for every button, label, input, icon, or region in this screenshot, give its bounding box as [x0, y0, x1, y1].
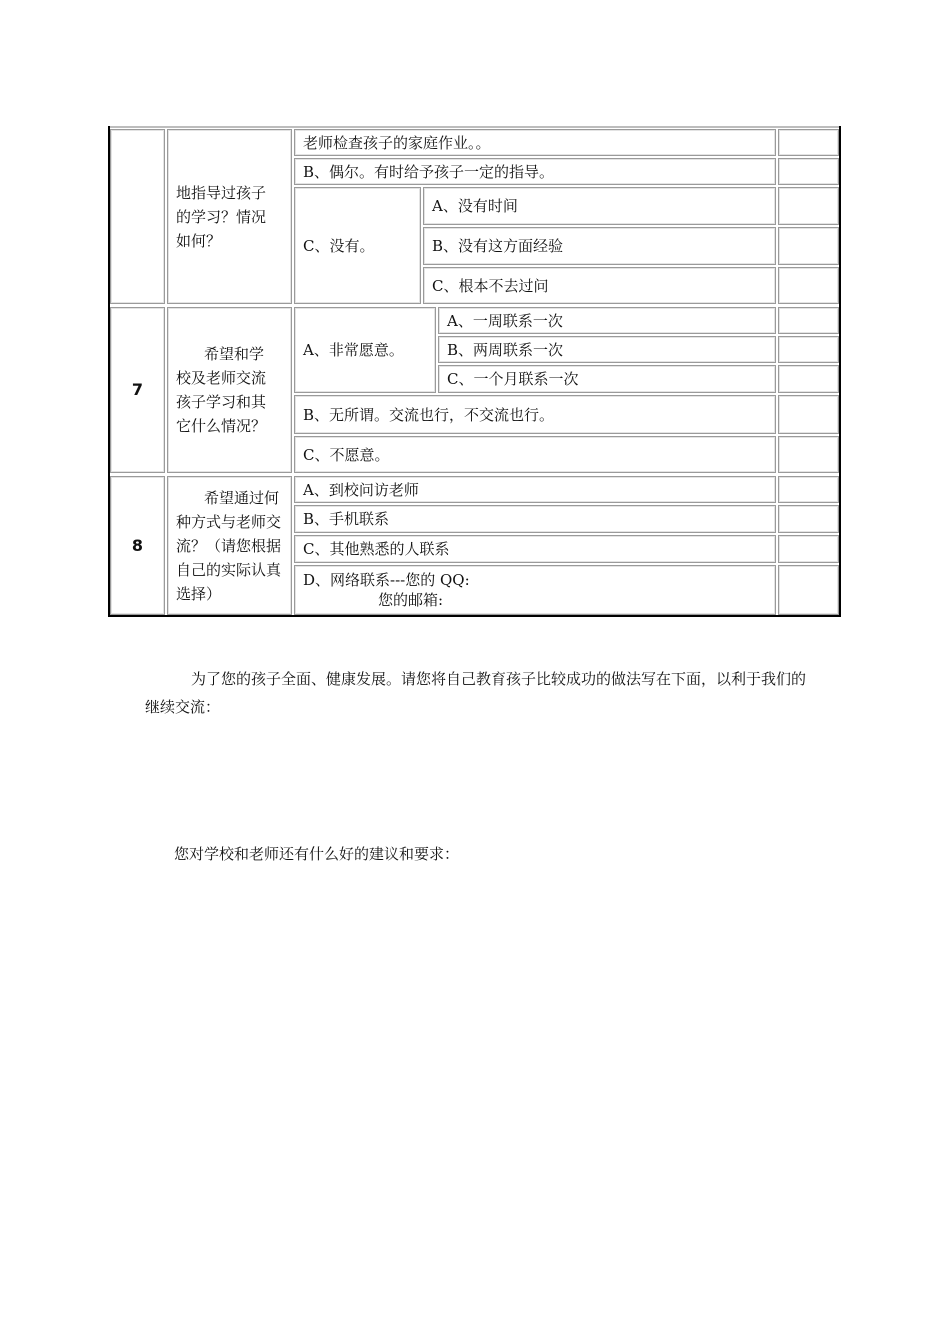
q6-option-c-sub-b-answer[interactable] — [778, 227, 839, 265]
q7-option-a-sub-a-text: A、一周联系一次 — [447, 311, 563, 330]
q7-option-a-text: A、非常愿意。 — [303, 341, 404, 359]
q7-number-cell — [110, 307, 165, 473]
q6-option-c-sub-c-answer[interactable] — [778, 267, 839, 304]
q7-option-a-sub-a-answer[interactable] — [778, 307, 839, 334]
q8-option-a-text: A、到校问访老师 — [303, 480, 419, 499]
q8-number: 8 — [131, 535, 144, 555]
q8-question-cell — [167, 476, 292, 615]
q8-option-c — [294, 535, 776, 563]
paragraph-suggestions-text: 您对学校和老师还有什么好的建议和要求： — [174, 845, 460, 863]
paragraph-suggestions — [174, 840, 814, 868]
q6-number-cell — [110, 129, 165, 304]
q6-question-text: 地指导过孩子的学习？情况如何？ — [176, 183, 267, 250]
q8-question-text: 希望通过何种方式与老师交流？（请您根据自己的实际认真选择） — [176, 488, 282, 603]
q8-option-d-line1: D、网络联系---您的 QQ: — [303, 571, 470, 589]
paragraph-successful-methods — [145, 665, 815, 721]
q7-option-c-text: C、不愿意。 — [303, 445, 390, 464]
q6-option-a-text: 老师检查孩子的家庭作业。。 — [303, 133, 491, 152]
q7-option-a-sub-b — [438, 336, 776, 363]
q8-option-d — [294, 565, 776, 615]
q7-option-a-sub-b-answer[interactable] — [778, 336, 839, 363]
q6-option-a-cont — [294, 129, 776, 156]
q8-option-d-answer[interactable] — [778, 565, 839, 615]
q7-option-b-answer[interactable] — [778, 395, 839, 434]
q7-option-a — [294, 307, 436, 393]
q8-option-d-line2: 您的邮箱: — [378, 591, 444, 609]
q8-option-b — [294, 505, 776, 533]
q8-option-a — [294, 476, 776, 503]
q8-number-cell — [110, 476, 165, 615]
q6-option-c-sub-c-text: C、根本不去过问 — [432, 276, 549, 295]
q6-option-b-text: B、偶尔。有时给予孩子一定的指导。 — [303, 162, 555, 181]
q6-option-c-sub-a-text: A、没有时间 — [432, 197, 518, 215]
q6-option-c-text: C、没有。 — [303, 236, 375, 255]
paragraph-successful-methods-text: 为了您的孩子全面、健康发展。请您将自己教育孩子比较成功的做法写在下面，以利于我们的继续交流： — [145, 670, 807, 716]
table-bottom-border — [108, 615, 841, 617]
q6-option-b — [294, 158, 776, 185]
table-right-border — [839, 126, 841, 617]
q7-option-a-sub-c-text: C、一个月联系一次 — [447, 370, 579, 388]
q8-option-b-answer[interactable] — [778, 505, 839, 533]
q7-option-c-answer[interactable] — [778, 436, 839, 473]
q6-question-cell — [167, 129, 292, 304]
q6-option-c-sub-b-text: B、没有这方面经验 — [432, 237, 564, 255]
q7-question-text: 希望和学校及老师交流孩子学习和其它什么情况？ — [176, 345, 267, 435]
q6-option-b-answer[interactable] — [778, 158, 839, 185]
q6-option-c-sub-c — [423, 267, 776, 304]
q7-option-b — [294, 395, 776, 434]
q8-option-b-text: B、手机联系 — [303, 510, 390, 528]
q6-option-c-sub-a — [423, 187, 776, 225]
q7-number: 7 — [131, 380, 144, 399]
q8-option-a-answer[interactable] — [778, 476, 839, 503]
q7-option-c — [294, 436, 776, 473]
q6-option-c — [294, 187, 421, 304]
q7-option-b-text: B、无所谓。交流也行，不交流也行。 — [303, 405, 555, 424]
q8-option-c-text: C、其他熟悉的人联系 — [303, 540, 450, 558]
q8-option-c-answer[interactable] — [778, 535, 839, 563]
q7-option-a-sub-c-answer[interactable] — [778, 365, 839, 393]
table-top-border — [108, 126, 840, 128]
q6-option-a-answer[interactable] — [778, 129, 839, 156]
q7-question-cell — [167, 307, 292, 473]
q6-option-c-sub-a-answer[interactable] — [778, 187, 839, 225]
q7-option-a-sub-a — [438, 307, 776, 334]
q7-option-a-sub-b-text: B、两周联系一次 — [447, 340, 564, 359]
q6-option-c-sub-b — [423, 227, 776, 265]
q7-option-a-sub-c — [438, 365, 776, 393]
